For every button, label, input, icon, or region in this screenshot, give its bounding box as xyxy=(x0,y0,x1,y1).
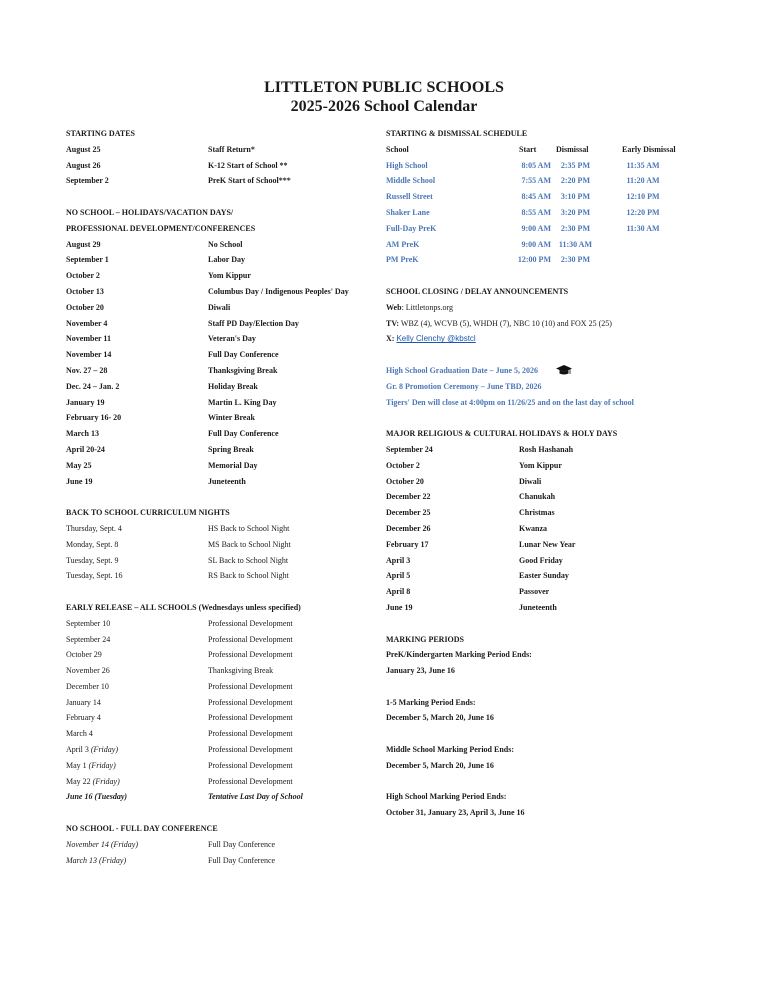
title-line-1: LITTLETON PUBLIC SCHOOLS xyxy=(264,79,504,96)
list-item: January 14 Professional Development xyxy=(66,697,293,707)
closing-web: Web: Littletonps.org xyxy=(386,302,453,312)
marking-dates: December 5, March 20, June 16 xyxy=(386,760,494,770)
table-row: AM PreK 9:00 AM 11:30 AM xyxy=(386,239,592,249)
list-item: November 14 (Friday) Full Day Conference xyxy=(66,839,276,849)
list-item: December 26 Kwanza xyxy=(386,523,547,533)
table-row: High School 8:05 AM 2:35 PM 11:35 AM xyxy=(386,160,660,170)
list-item: November 26 Thanksgiving Break xyxy=(66,666,274,676)
marking-label: Middle School Marking Period Ends: xyxy=(386,745,515,755)
list-item: Thursday, Sept. 4 HS Back to School Night xyxy=(66,523,290,533)
list-item: Dec. 24 – Jan. 2 Holiday Break xyxy=(66,381,258,391)
last-day-of-school: June 16 (Tuesday) Tentative Last Day of School xyxy=(66,792,303,802)
list-item: September 2 PreK Start of School*** xyxy=(66,176,291,186)
table-row: Shaker Lane 8:55 AM 3:20 PM 12:20 PM xyxy=(386,207,660,217)
list-item: March 13 (Friday) Full Day Conference xyxy=(66,855,276,865)
table-row: Middle School 7:55 AM 2:20 PM 11:20 AM xyxy=(386,176,660,186)
table-row: PM PreK 12:00 PM 2:30 PM xyxy=(386,255,590,265)
marking-label: 1-5 Marking Period Ends: xyxy=(386,697,476,707)
list-item: September 24 Professional Development xyxy=(66,634,293,644)
notice-tigers-den: Tigers' Den will close at 4:00pm on 11/26/25 and on the last day of school xyxy=(386,397,634,407)
list-item: February 16- 20 Winter Break xyxy=(66,413,255,423)
notice-promotion: Gr. 8 Promotion Ceremony – June TBD, 2026 xyxy=(386,381,542,391)
list-item: April 3 (Friday) Professional Development xyxy=(66,745,293,755)
marking-dates: December 5, March 20, June 16 xyxy=(386,713,494,723)
list-item: Nov. 27 – 28 Thanksgiving Break xyxy=(66,365,278,375)
table-row: Full-Day PreK 9:00 AM 2:30 PM 11:30 AM xyxy=(386,223,660,233)
list-item: April 5 Easter Sunday xyxy=(386,571,569,581)
list-item: October 2 Yom Kippur xyxy=(66,271,251,281)
list-item: September 24 Rosh Hashanah xyxy=(386,444,574,454)
list-item: March 4 Professional Development xyxy=(66,729,293,739)
schedule-heading: STARTING & DISMISSAL SCHEDULE xyxy=(386,129,528,138)
list-item: April 8 Passover xyxy=(386,587,550,597)
list-item: April 3 Good Friday xyxy=(386,555,563,565)
holidays-heading: MAJOR RELIGIOUS & CULTURAL HOLIDAYS & HOLY DAYS xyxy=(386,429,618,439)
list-item: October 29 Professional Development xyxy=(66,650,293,660)
early-release-heading: EARLY RELEASE – ALL SCHOOLS (Wednesdays unless specified) xyxy=(66,602,301,612)
closing-x: X: Kelly Clenchy @kbstcl xyxy=(386,334,476,344)
right-column xyxy=(386,126,726,821)
list-item: August 26 K-12 Start of School ** xyxy=(66,160,288,170)
list-item: April 20-24 Spring Break xyxy=(66,444,254,454)
marking-periods-heading: MARKING PERIODS xyxy=(386,634,465,644)
list-item: October 20 Diwali xyxy=(66,302,231,312)
graduation-cap-icon xyxy=(556,365,572,376)
list-item: December 10 Professional Development xyxy=(66,681,293,691)
marking-dates: October 31, January 23, April 3, June 16 xyxy=(386,808,525,818)
no-school-heading-2: PROFESSIONAL DEVELOPMENT/CONFERENCES xyxy=(66,223,256,233)
marking-label: PreK/Kindergarten Marking Period Ends: xyxy=(386,650,532,660)
no-school-heading: NO SCHOOL – HOLIDAYS/VACATION DAYS/ xyxy=(66,207,234,217)
title-line-2: 2025-2026 School Calendar xyxy=(290,98,478,115)
list-item: October 2 Yom Kippur xyxy=(386,460,562,470)
list-item: October 20 Diwali xyxy=(386,476,542,486)
list-item: September 1 Labor Day xyxy=(66,255,245,265)
list-item: January 19 Martin L. King Day xyxy=(66,397,277,407)
closing-tv: TV: WBZ (4), WCVB (5), WHDH (7), NBC 10 (10) and FOX 25 (25) xyxy=(386,318,612,328)
list-item: June 19 Juneteenth xyxy=(66,476,246,486)
notice-graduation: High School Graduation Date – June 5, 2026 xyxy=(386,363,726,379)
list-item: May 1 (Friday) Professional Development xyxy=(66,760,293,770)
list-item: October 13 Columbus Day / Indigenous Peoples' Day xyxy=(66,286,349,296)
full-day-conference-heading: NO SCHOOL - FULL DAY CONFERENCE xyxy=(66,824,218,834)
list-item: February 17 Lunar New Year xyxy=(386,539,576,549)
table-row: Russell Street 8:45 AM 3:10 PM 12:10 PM xyxy=(386,192,660,202)
list-item: November 14 Full Day Conference xyxy=(66,350,279,360)
list-item: Tuesday, Sept. 9 SL Back to School Night xyxy=(66,555,289,565)
list-item: November 4 Staff PD Day/Election Day xyxy=(66,318,299,328)
marking-dates: January 23, June 16 xyxy=(386,666,455,676)
list-item: Tuesday, Sept. 16 RS Back to School Night xyxy=(66,571,289,581)
marking-label: High School Marking Period Ends: xyxy=(386,792,507,802)
list-item: August 25 Staff Return* xyxy=(66,144,255,154)
left-column xyxy=(66,126,366,868)
list-item: March 13 Full Day Conference xyxy=(66,429,279,439)
x-account-link[interactable]: Kelly Clenchy @kbstcl xyxy=(396,334,476,344)
table-header: School Start Dismissal Early Dismissal xyxy=(386,144,676,154)
schedule-table xyxy=(386,142,726,268)
list-item: December 22 Chanukah xyxy=(386,492,556,502)
list-item: February 4 Professional Development xyxy=(66,713,293,723)
list-item: June 19 Juneteenth xyxy=(386,602,557,612)
list-item: May 22 (Friday) Professional Development xyxy=(66,776,293,786)
starting-dates-heading: STARTING DATES xyxy=(66,129,135,138)
list-item: December 25 Christmas xyxy=(386,508,555,518)
curriculum-nights-heading: BACK TO SCHOOL CURRICULUM NIGHTS xyxy=(66,508,230,518)
list-item: November 11 Veteran's Day xyxy=(66,334,256,344)
closing-heading: SCHOOL CLOSING / DELAY ANNOUNCEMENTS xyxy=(386,286,569,296)
list-item: September 10 Professional Development xyxy=(66,618,293,628)
list-item: May 25 Memorial Day xyxy=(66,460,258,470)
list-item: August 29 No School xyxy=(66,239,243,249)
list-item: Monday, Sept. 8 MS Back to School Night xyxy=(66,539,291,549)
